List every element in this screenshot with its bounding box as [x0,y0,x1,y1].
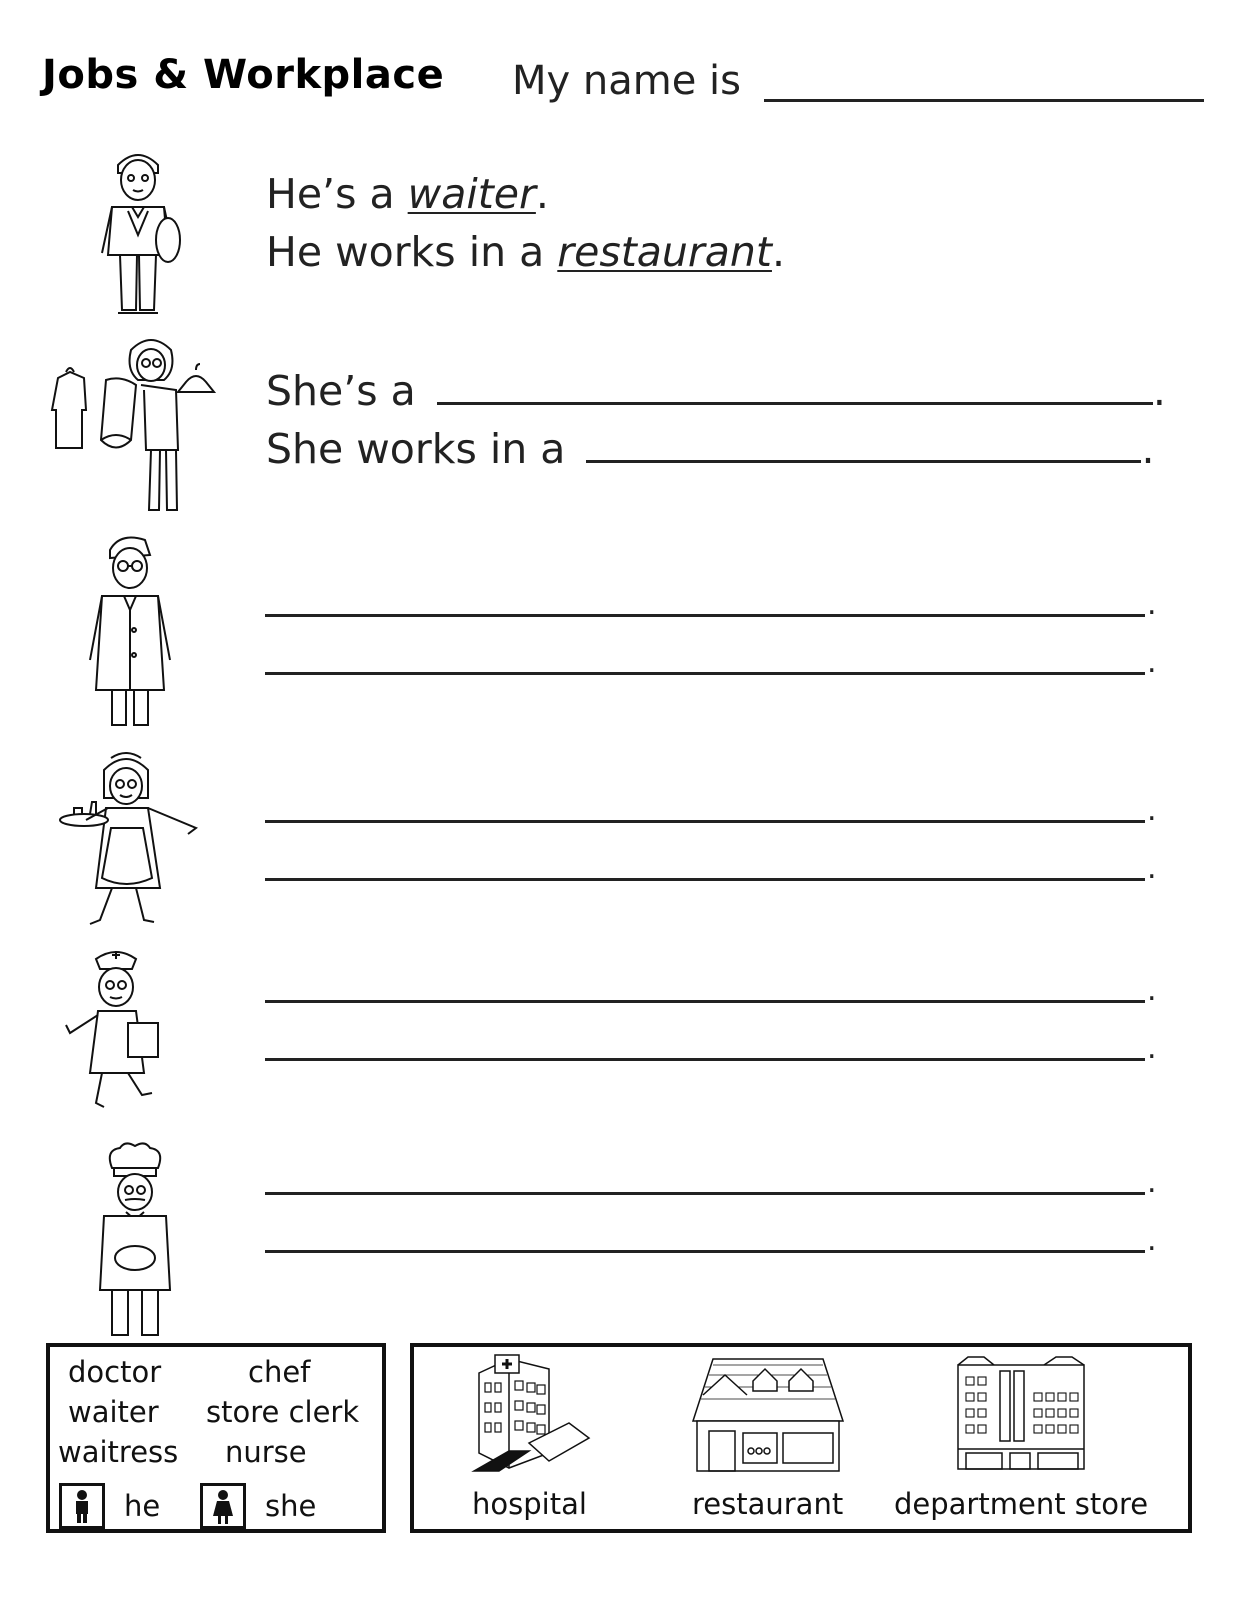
chef-figure [90,1140,180,1340]
waitress-figure [56,748,201,933]
she-label: she [265,1489,317,1523]
worksheet-title: Jobs & Workplace [42,52,445,98]
he-label: he [124,1489,161,1523]
period-6b: . [1147,1223,1157,1258]
job-answer-blank-4[interactable] [265,820,1145,823]
period-5b: . [1147,1031,1157,1066]
place-answer-blank-6[interactable] [265,1250,1145,1253]
hospital-icon [469,1353,594,1477]
place-hospital: hospital [472,1487,587,1521]
word-chef: chef [248,1355,311,1389]
period-3a: . [1147,587,1157,622]
exercise2-sentence-2 [266,425,1155,473]
example-sentence-2 [266,228,785,276]
period-3b: . [1147,645,1157,680]
male-icon [59,1483,105,1529]
restaurant-icon [689,1355,847,1479]
period-6a: . [1147,1165,1157,1200]
period-5a: . [1147,973,1157,1008]
period-4b: . [1147,851,1157,886]
place-restaurant: restaurant [692,1487,844,1521]
job-answer-blank-5[interactable] [265,1000,1145,1003]
department-store-icon [954,1353,1089,1477]
example-prefix-2: He works in a [266,228,545,276]
word-waiter: waiter [68,1395,159,1429]
place-department-store: department store [894,1487,1149,1521]
example-sentence-1 [266,170,549,218]
store-clerk-figure [36,330,216,525]
place-answer-blank-2[interactable] [586,459,1141,463]
word-nurse: nurse [225,1435,307,1469]
exercise2-sentence-1 [266,367,1166,415]
example-prefix-1: He’s a [266,170,395,218]
name-field[interactable] [764,99,1204,102]
doctor-figure [80,530,180,730]
job-answer-blank-6[interactable] [265,1192,1145,1195]
places-box [410,1343,1192,1533]
place-answer-blank-3[interactable] [265,672,1145,675]
female-icon [200,1483,246,1529]
example-period-1: . [535,170,549,218]
example-answer-place: restaurant [557,228,772,276]
waiter-figure [88,145,188,320]
name-label: My name is [512,58,742,104]
exercise2-prefix-2: She works in a [266,425,566,473]
exercise2-prefix-1: She’s a [266,367,416,415]
place-answer-blank-5[interactable] [265,1058,1145,1061]
exercise2-period-1: . [1152,367,1166,415]
example-answer-job: waiter [407,170,536,218]
exercise2-period-2: . [1141,425,1155,473]
job-answer-blank-3[interactable] [265,614,1145,617]
word-bank [46,1343,386,1533]
word-waitress: waitress [58,1435,179,1469]
example-period-2: . [771,228,785,276]
period-4a: . [1147,793,1157,828]
nurse-figure [60,945,170,1120]
worksheet-header [42,52,1212,112]
place-answer-blank-4[interactable] [265,878,1145,881]
word-doctor: doctor [68,1355,162,1389]
word-store-clerk: store clerk [206,1395,360,1429]
job-answer-blank-2[interactable] [437,401,1153,405]
